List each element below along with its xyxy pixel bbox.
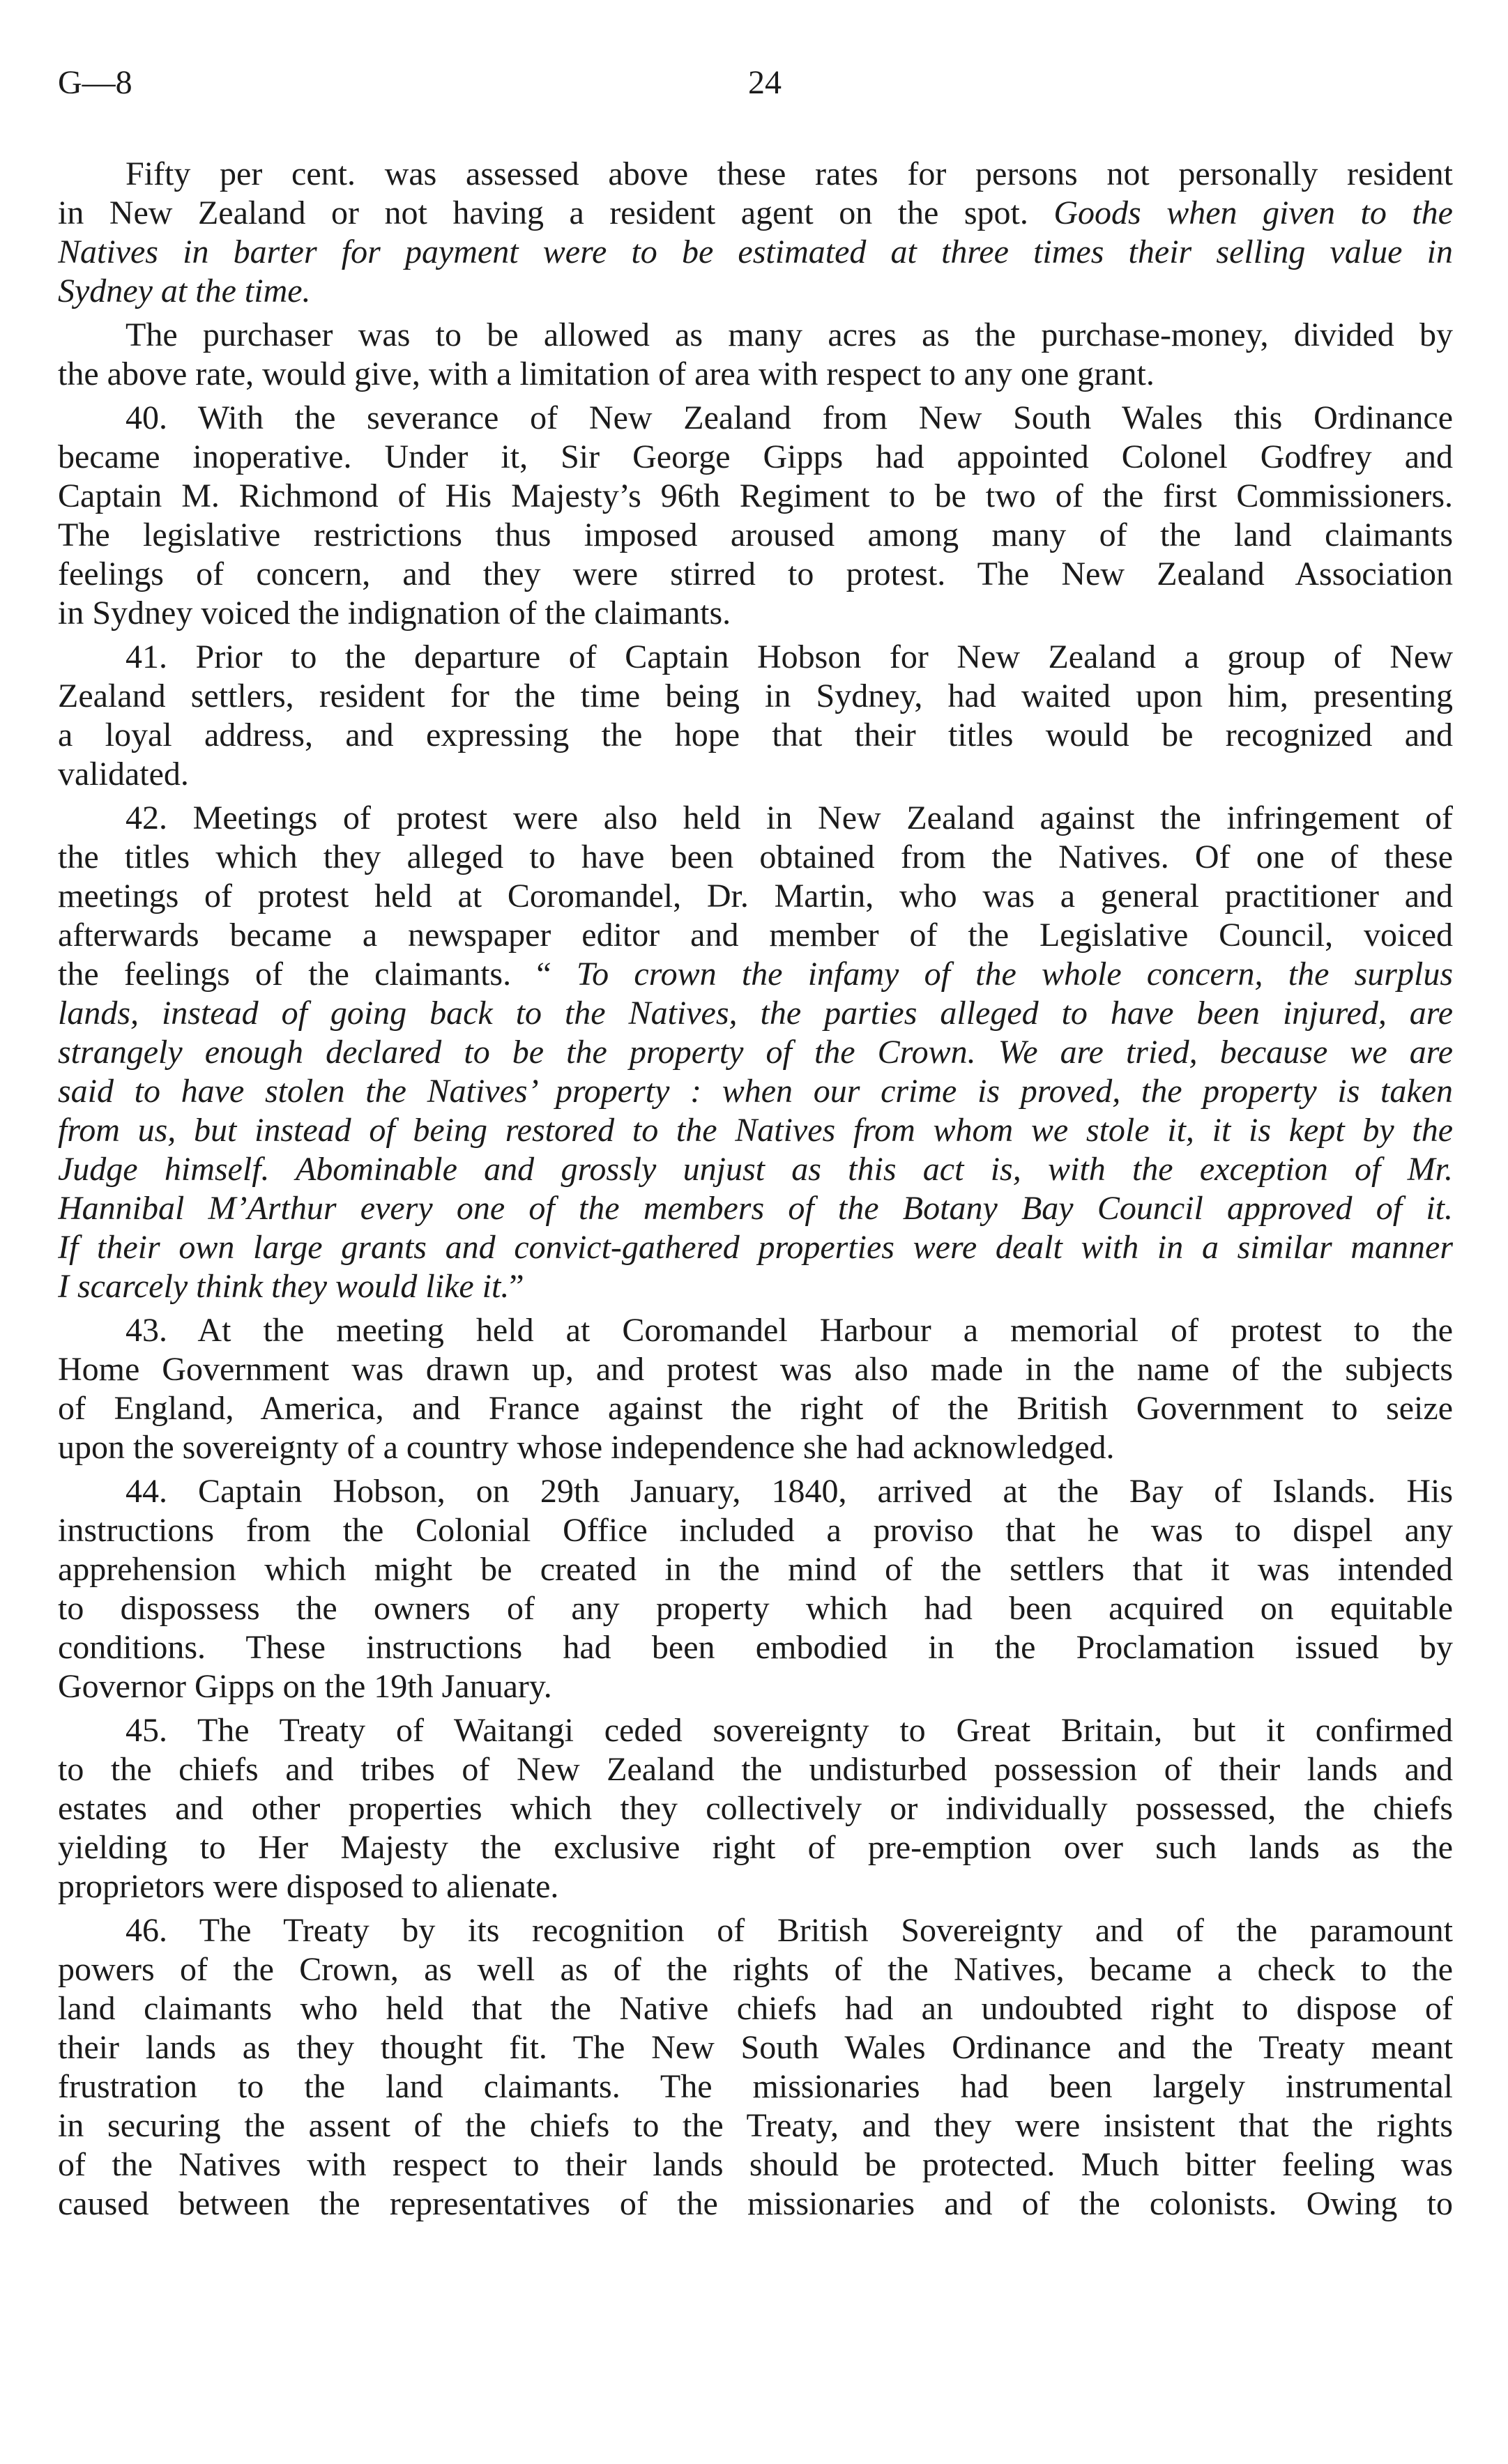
text-line: The purchaser was to be allowed as many acres as the purchase-money, divided by (125, 316, 1453, 353)
text-line: in Sydney voiced the indignation of the claimants. (58, 595, 731, 632)
italic-quote-line: Judge himself. Abominable and grossly unjust as this act is, with the exception of Mr. (58, 1151, 1453, 1188)
paragraph-46 (58, 1911, 1453, 2224)
text-line: Governor Gipps on the 19th January. (58, 1668, 552, 1705)
text-line: the titles which they alleged to have been obtained from the Natives. Of one of these (58, 839, 1453, 875)
closing-quote-mark: ” (509, 1268, 524, 1305)
paragraph-40 (58, 399, 1453, 633)
italic-quote-line: Hannibal M’Arthur every one of the members of the Botany Bay Council approved of it. (58, 1190, 1453, 1227)
text-line: land claimants who held that the Native chiefs had an undoubted right to dispose of (58, 1990, 1453, 2027)
text-line: 45. The Treaty of Waitangi ceded sovereignty to Great Britain, but it confirmed (125, 1712, 1453, 1749)
italic-quote-line: lands, instead of going back to the Natives, the parties alleged to have been injured, are (58, 995, 1453, 1032)
paragraph-unnumbered-1 (58, 155, 1453, 311)
text-line: instructions from the Colonial Office included a proviso that he was to dispel any (58, 1512, 1453, 1549)
text-line: in securing the assent of the chiefs to the Treaty, and they were insistent that the rights (58, 2107, 1453, 2144)
text-line: Fifty per cent. was assessed above these rates for persons not personally resident (125, 155, 1453, 192)
text-line: frustration to the land claimants. The missionaries had been largely instrumental (58, 2068, 1453, 2105)
text-line: apprehension which might be created in the mind of the settlers that it was intended (58, 1551, 1453, 1588)
text-line: yielding to Her Majesty the exclusive right of pre-emption over such lands as the (58, 1829, 1453, 1866)
text-line: Home Government was drawn up, and protest was also made in the name of the subjects (58, 1351, 1453, 1388)
text-line: a loyal address, and expressing the hope that their titles would be recognized and (58, 717, 1453, 753)
text-line: 46. The Treaty by its recognition of British Sovereignty and of the paramount (125, 1912, 1453, 1949)
text-line: upon the sovereignty of a country whose independence she had acknowledged. (58, 1429, 1115, 1466)
text-line: The legislative restrictions thus imposed aroused among many of the land claimants (58, 516, 1453, 553)
text-line: to dispossess the owners of any property which had been acquired on equitable (58, 1590, 1453, 1627)
text-line: validated. (58, 756, 189, 793)
text-line: caused between the representatives of the missionaries and of the colonists. Owing to (58, 2185, 1453, 2222)
text-line: Zealand settlers, resident for the time being in Sydney, had waited upon him, presenting (58, 678, 1453, 714)
roman-text: the feelings of the claimants. “ (58, 956, 577, 993)
section-code: G—8 (58, 64, 132, 101)
text-line: 44. Captain Hobson, on 29th January, 1840, arrived at the Bay of Islands. His (125, 1473, 1453, 1510)
text-line: meetings of protest held at Coromandel, Dr. Martin, who was a general practitioner and (58, 878, 1453, 915)
text-line: powers of the Crown, as well as of the rights of the Natives, became a check to the (58, 1951, 1453, 1988)
paragraph-44 (58, 1472, 1453, 1706)
text-line: conditions. These instructions had been embodied in the Proclamation issued by (58, 1629, 1453, 1666)
paragraph-43 (58, 1311, 1453, 1467)
italic-quote-text: To crown the infamy of the whole concern, the surplus (576, 956, 1453, 993)
text-line: Natives in barter for payment were to be estimated at three times their selling value in (58, 234, 1453, 270)
body-text (58, 155, 1453, 2224)
text-line: to the chiefs and tribes of New Zealand the undisturbed possession of their lands and (58, 1751, 1453, 1788)
text-line: 40. With the severance of New Zealand from New South Wales this Ordinance (125, 399, 1453, 436)
italic-quote-line: strangely enough declared to be the property of the Crown. We are tried, because we are (58, 1034, 1453, 1071)
paragraph-41 (58, 638, 1453, 794)
paragraph-42 (58, 799, 1453, 1306)
italic-quote-line: If their own large grants and convict-gathered properties were dealt with in a similar manner (58, 1229, 1453, 1266)
text-line (58, 194, 1453, 233)
page-number: 24 (748, 64, 782, 101)
text-line: 41. Prior to the departure of Captain Hobson for New Zealand a group of New (125, 638, 1453, 675)
text-line (58, 1267, 1453, 1306)
text-line: the above rate, would give, with a limitation of area with respect to any one grant. (58, 355, 1155, 392)
italic-text: Goods when given to the (1053, 194, 1453, 231)
text-line: their lands as they thought fit. The New South Wales Ordinance and the Treaty meant (58, 2029, 1453, 2066)
text-line: became inoperative. Under it, Sir George Gipps had appointed Colonel Godfrey and (58, 438, 1453, 475)
text-line: 43. At the meeting held at Coromandel Harbour a memorial of protest to the (125, 1312, 1453, 1349)
text-line: estates and other properties which they collectively or individually possessed, the chiefs (58, 1790, 1453, 1827)
text-line: 42. Meetings of protest were also held in New Zealand against the infringement of (125, 799, 1453, 836)
text-line: feelings of concern, and they were stirred to protest. The New Zealand Association (58, 556, 1453, 592)
paragraph-unnumbered-2 (58, 316, 1453, 394)
text-line: of England, America, and France against the right of the British Government to seize (58, 1390, 1453, 1427)
paragraph-45 (58, 1711, 1453, 1906)
text-line: Sydney at the time. (58, 273, 311, 309)
text-line: Captain M. Richmond of His Majesty’s 96th Regiment to be two of the first Commissioners. (58, 477, 1453, 514)
italic-quote-line: said to have stolen the Natives’ property : when our crime is proved, the property is taken (58, 1073, 1453, 1110)
roman-text: in New Zealand or not having a resident agent on the spot. (58, 194, 1054, 231)
text-line: afterwards became a newspaper editor and member of the Legislative Council, voiced (58, 917, 1453, 954)
italic-quote-text: I scarcely think they would like it. (58, 1268, 510, 1305)
italic-quote-line: from us, but instead of being restored to the Natives from whom we stole it, it is kept by the (58, 1112, 1453, 1149)
text-line: proprietors were disposed to alienate. (58, 1868, 559, 1905)
text-line: of the Natives with respect to their lands should be protected. Much bitter feeling was (58, 2146, 1453, 2183)
text-line (58, 955, 1453, 994)
